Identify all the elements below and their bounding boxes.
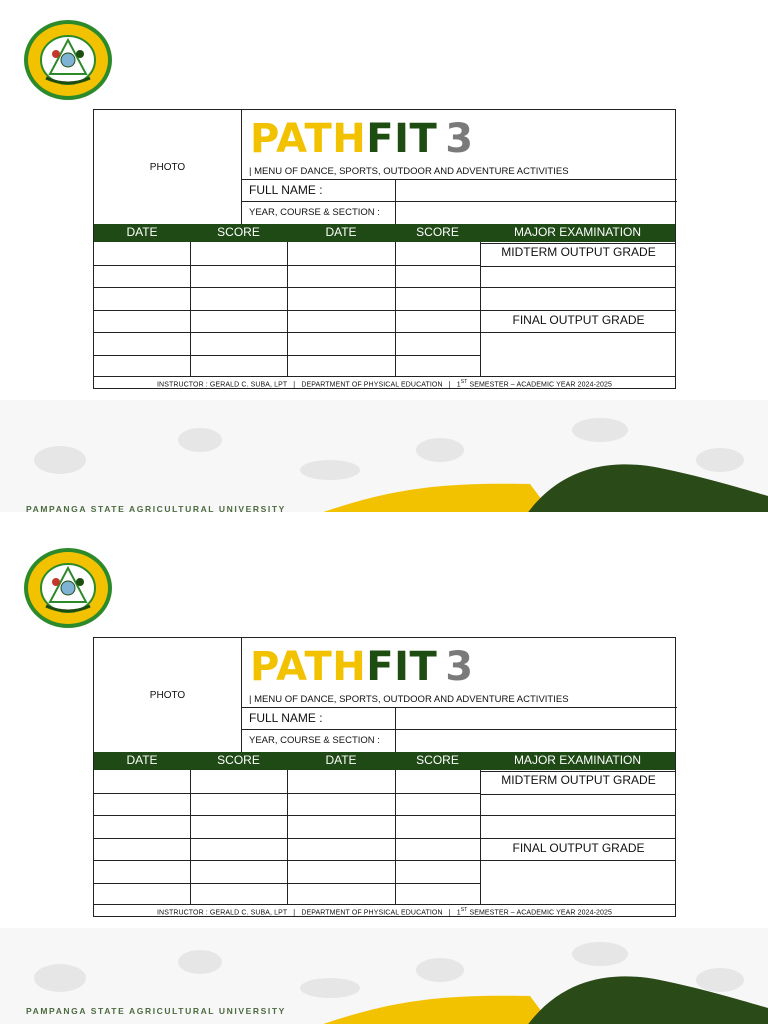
header-date-2: DATE [325,753,357,767]
decorative-background [0,400,768,512]
full-name-row [242,179,677,201]
header-date-1: DATE [126,753,158,767]
header-major-exam: MAJOR EXAMINATION [513,225,642,239]
pathfit-form [93,637,676,917]
year-course-section-label: YEAR, COURSE & SECTION : [249,735,380,746]
page-title: PATHFIT 3 [250,644,474,690]
full-name-field[interactable] [395,180,677,201]
header-date-2: DATE [325,225,357,239]
header-score-2: SCORE [416,225,459,239]
midterm-output-grade-label: MIDTERM OUTPUT GRADE [501,245,656,259]
year-course-section-field[interactable] [395,730,677,752]
university-seal-icon [22,18,114,102]
page-title: PATHFIT 3 [250,116,474,162]
form-footer: INSTRUCTOR : GERALD C. SUBA, LPT | DEPARTMENT OF PHYSICAL EDUCATION | 1ST SEMESTER – ACADEMIC YEAR 2024-2025 [94,376,675,388]
year-course-section-row [242,729,677,752]
university-name-footer: PAMPANGA STATE AGRICULTURAL UNIVERSITY [26,1006,286,1016]
header-score-1: SCORE [217,225,260,239]
university-name-footer: PAMPANGA STATE AGRICULTURAL UNIVERSITY [26,504,286,512]
pathfit-form [93,109,676,389]
form-card-2 [0,528,768,1024]
photo-label: PHOTO [149,689,186,701]
menu-subtitle: | MENU OF DANCE, SPORTS, OUTDOOR AND ADVENTURE ACTIVITIES [249,694,569,705]
full-name-label: FULL NAME : [249,711,323,725]
menu-subtitle: | MENU OF DANCE, SPORTS, OUTDOOR AND ADVENTURE ACTIVITIES [249,166,569,177]
full-name-field[interactable] [395,708,677,729]
year-course-section-row [242,201,677,224]
photo-label: PHOTO [149,161,186,173]
year-course-section-field[interactable] [395,202,677,224]
full-name-row [242,707,677,729]
table-header [94,224,675,242]
header-score-1: SCORE [217,753,260,767]
full-name-label: FULL NAME : [249,183,323,197]
header-score-2: SCORE [416,753,459,767]
table-header [94,752,675,770]
form-footer: INSTRUCTOR : GERALD C. SUBA, LPT | DEPARTMENT OF PHYSICAL EDUCATION | 1ST SEMESTER – ACADEMIC YEAR 2024-2025 [94,904,675,916]
header-date-1: DATE [126,225,158,239]
final-output-grade-label: FINAL OUTPUT GRADE [512,313,645,327]
photo-box[interactable] [94,638,242,752]
final-output-grade-label: FINAL OUTPUT GRADE [512,841,645,855]
university-seal-icon [22,546,114,630]
midterm-output-grade-label: MIDTERM OUTPUT GRADE [501,773,656,787]
year-course-section-label: YEAR, COURSE & SECTION : [249,207,380,218]
header-major-exam: MAJOR EXAMINATION [513,753,642,767]
photo-box[interactable] [94,110,242,224]
